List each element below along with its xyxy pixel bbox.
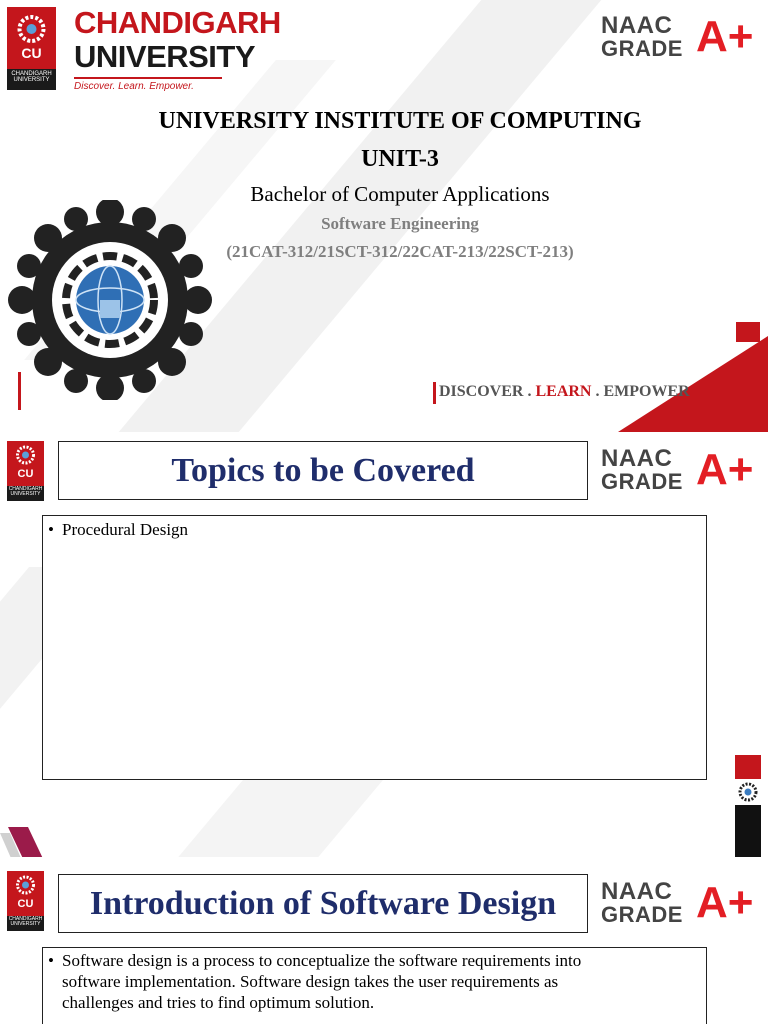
footer-motto bbox=[439, 383, 690, 401]
emblem-text: CU bbox=[17, 898, 34, 910]
cu-emblem bbox=[7, 871, 44, 931]
cu-emblem bbox=[7, 7, 56, 90]
content-box bbox=[42, 515, 707, 780]
slide-title: Topics to be Covered bbox=[171, 451, 475, 489]
brand-rule bbox=[74, 77, 222, 79]
small-gear-icon bbox=[735, 781, 761, 803]
slide-title-box bbox=[58, 874, 588, 933]
list-item: • Software design is a process to conceptualize the software requirements into software implementation. Software design takes the user requirements as challenges and tries to find optimum solution. bbox=[48, 951, 582, 1012]
title-slide bbox=[0, 0, 768, 432]
bullet-text bbox=[62, 950, 581, 1013]
bullet-line: challenges and tries to find optimum solution. bbox=[62, 993, 375, 1012]
topics-slide bbox=[0, 437, 768, 857]
slide-title-box bbox=[58, 441, 588, 500]
intro-slide bbox=[0, 862, 768, 1024]
deco-stripes bbox=[0, 825, 50, 857]
course-codes: (21CAT-312/21SCT-312/22CAT-213/22SCT-213) bbox=[226, 242, 574, 261]
brand-line1: CHANDIGARH bbox=[74, 5, 281, 40]
university-wordmark bbox=[74, 6, 281, 92]
bullet-line: software implementation. Software design takes the user requirements as bbox=[62, 972, 559, 991]
naac-line1: NAAC bbox=[601, 12, 673, 39]
naac-line2: GRADE bbox=[601, 36, 683, 61]
emblem-text: CU bbox=[21, 45, 42, 61]
content-box bbox=[42, 947, 707, 1024]
footer-accent bbox=[433, 382, 436, 404]
motto-discover: DISCOVER . bbox=[439, 383, 532, 400]
motto-empower: . EMPOWER bbox=[595, 383, 690, 400]
naac-grade: A+ bbox=[696, 12, 754, 61]
emblem-text: CU bbox=[17, 468, 34, 480]
naac-badge: NAAC GRADE A+ bbox=[601, 445, 754, 494]
bullet-text: Procedural Design bbox=[62, 520, 189, 539]
emblem-subtext: CHANDIGARH UNIVERSITY bbox=[7, 69, 56, 90]
bullet-list bbox=[43, 948, 706, 1013]
deco-black-bar bbox=[735, 805, 761, 857]
unit-title: UNIT-3 bbox=[361, 146, 439, 172]
program-title: Bachelor of Computer Applications bbox=[250, 182, 550, 206]
emblem-subtext: CHANDIGARH UNIVERSITY bbox=[7, 916, 44, 931]
bullet-list bbox=[43, 516, 706, 540]
course-title: Software Engineering bbox=[321, 214, 479, 233]
accent-bar bbox=[18, 372, 21, 410]
bullet-line: Software design is a process to conceptualize the software requirements into bbox=[62, 951, 582, 970]
naac-badge: NAAC GRADE A+ bbox=[601, 878, 754, 927]
corner-triangle bbox=[618, 322, 768, 432]
list-item: • Procedural Design bbox=[48, 520, 189, 539]
brand-tagline: Discover. Learn. Empower. bbox=[74, 81, 194, 92]
naac-badge bbox=[601, 14, 761, 64]
deco-red-square bbox=[735, 755, 761, 779]
cu-emblem bbox=[7, 441, 44, 501]
emblem-subtext: CHANDIGARH UNIVERSITY bbox=[7, 486, 44, 501]
brand-line2: UNIVERSITY bbox=[74, 39, 256, 74]
institute-title: UNIVERSITY INSTITUTE OF COMPUTING bbox=[158, 108, 642, 134]
slide-title: Introduction of Software Design bbox=[89, 884, 557, 922]
gear-globe-icon bbox=[4, 200, 219, 400]
motto-learn: LEARN bbox=[535, 383, 592, 400]
